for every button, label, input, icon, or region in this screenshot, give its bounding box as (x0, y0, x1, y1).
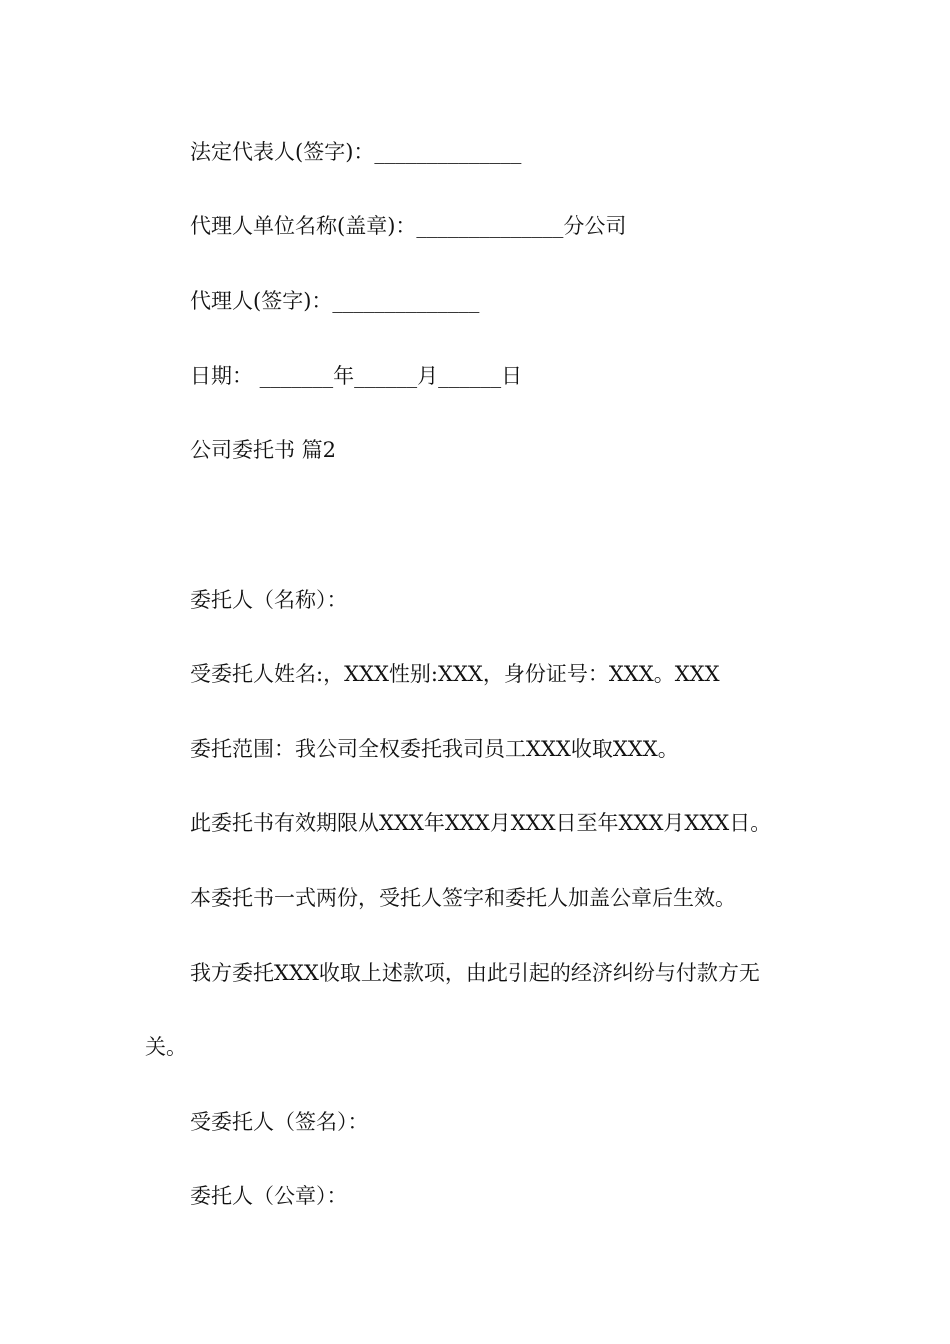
trustee-signature-line: 受委托人（签名）： (190, 1110, 369, 1134)
agent-company-stamp-line: 代理人单位名称(盖章)：______________分公司 (190, 214, 627, 238)
disclaimer-line-2: 关。 (145, 1035, 187, 1059)
principal-seal-line: 委托人（公章）： (190, 1184, 348, 1208)
agent-signature-line: 代理人(签字)：______________ (190, 289, 480, 313)
copies-effectiveness-line: 本委托书一式两份，受托人签字和委托人加盖公章后生效。 (190, 886, 736, 910)
date-line: 日期： _______年______月______日 (190, 364, 523, 388)
section-heading: 公司委托书 篇2 (190, 438, 337, 462)
scope-line: 委托范围：我公司全权委托我司员工XXX收取XXX。 (190, 737, 679, 761)
validity-period-line: 此委托书有效期限从XXX年XXX月XXX日至年XXX月XXX日。 (190, 811, 772, 835)
trustee-info-line: 受委托人姓名:，XXX性别:XXX，身份证号：XXX。XXX (190, 662, 720, 686)
disclaimer-line-1: 我方委托XXX收取上述款项，由此引起的经济纠纷与付款方无 (190, 961, 760, 985)
principal-name-line: 委托人（名称）： (190, 588, 348, 612)
legal-representative-signature-line: 法定代表人(签字)：______________ (190, 140, 522, 164)
